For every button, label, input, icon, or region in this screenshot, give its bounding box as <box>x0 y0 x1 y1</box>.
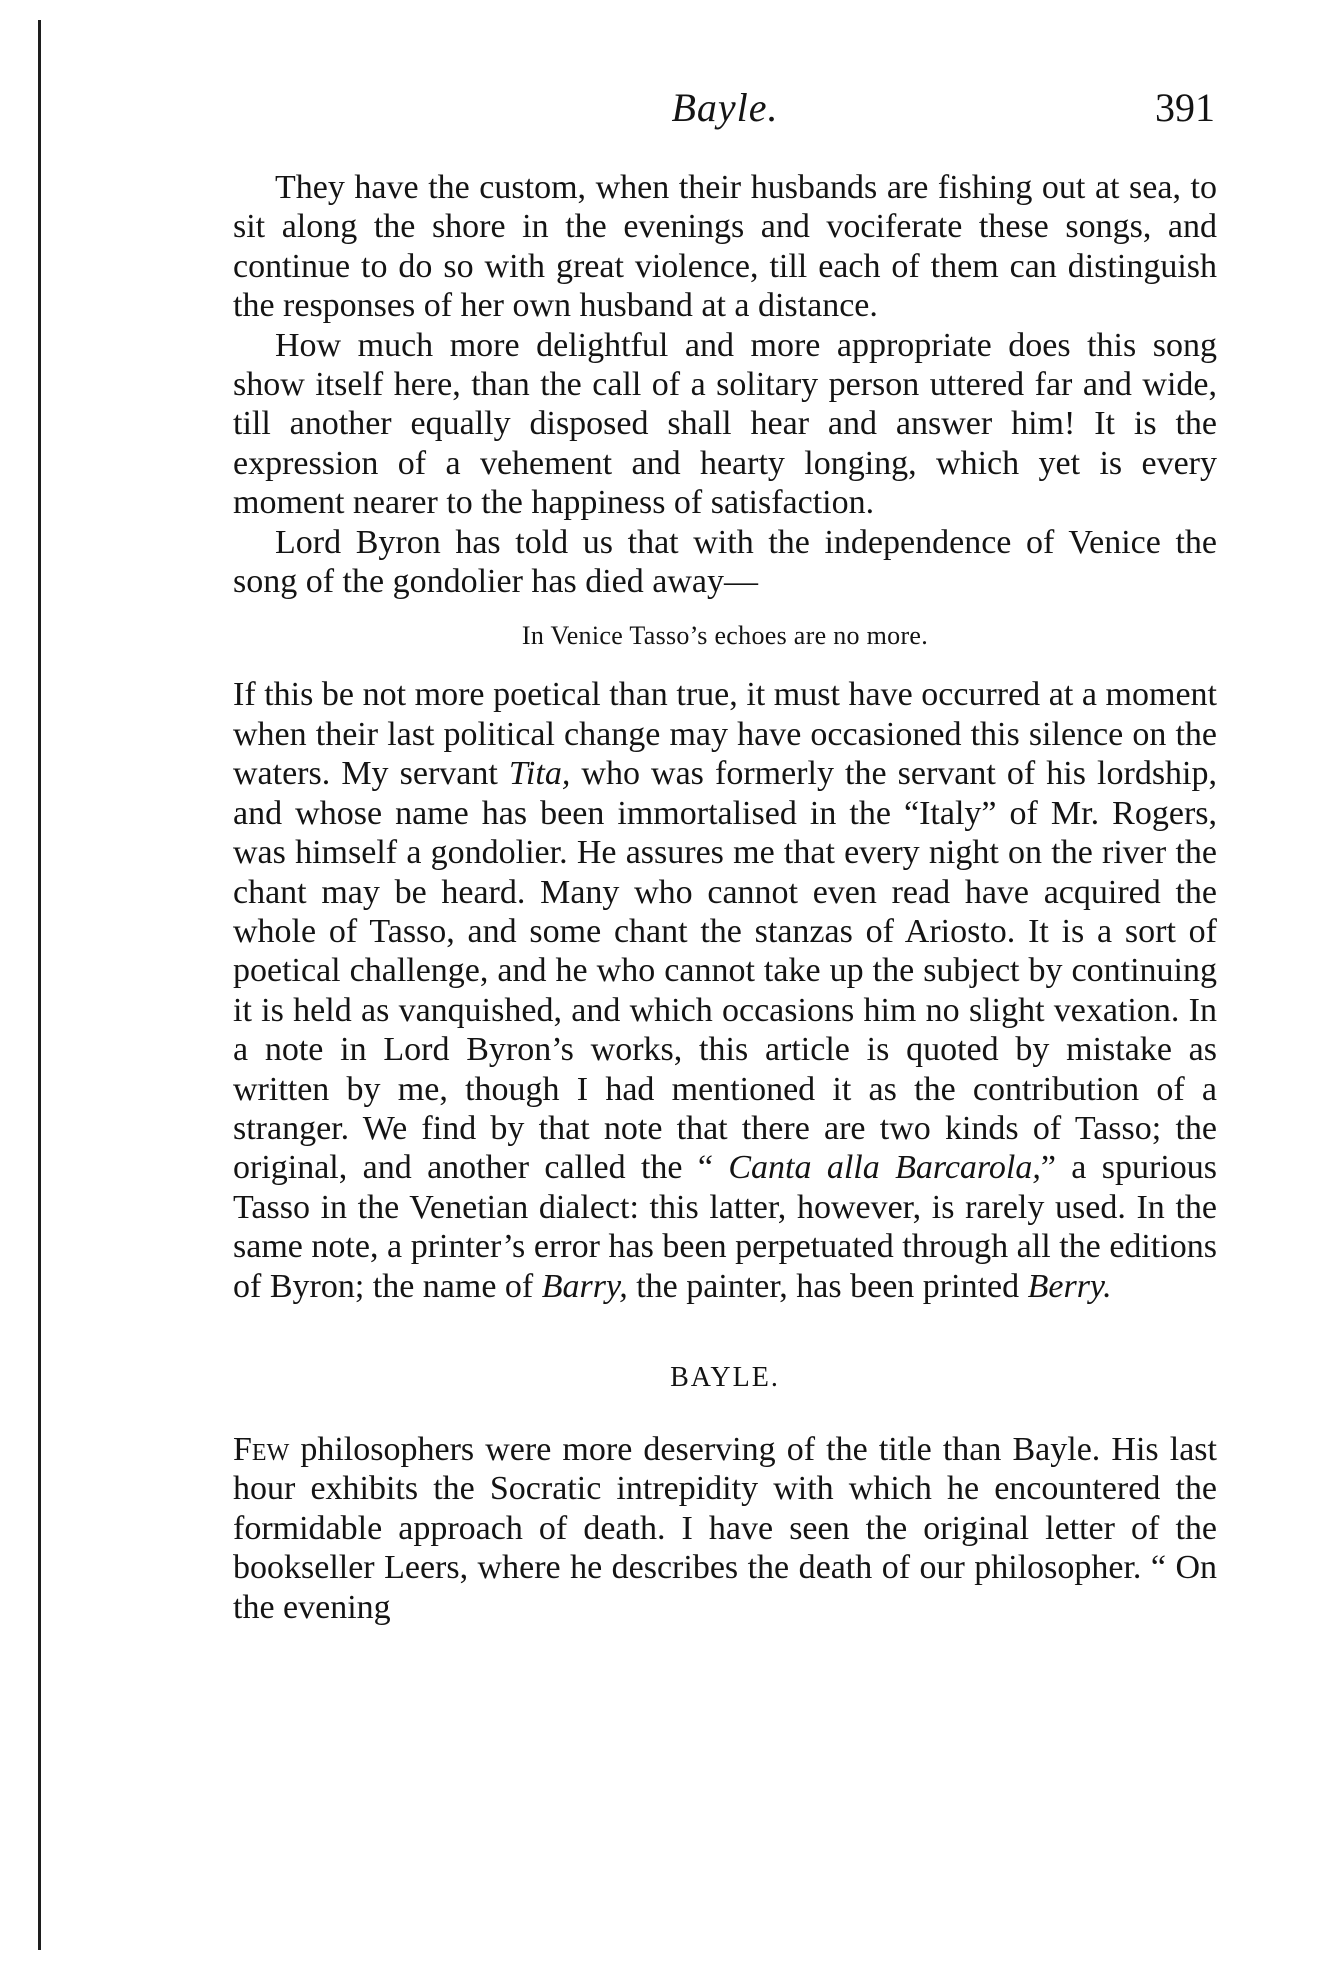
paragraph-song-appropriate: How much more delightful and more appropriate does this song show itself here, than the call of a solitary person uttered far and wide, till another equally disposed shall hear and answer him! It is the expression of a vehement and hearty longing, which yet is every moment nearer to the happiness of satisfaction. <box>233 326 1217 522</box>
section-title: BAYLE. <box>670 1361 780 1393</box>
italic-canta-alla-barcarola: Canta alla Barcarola, <box>728 1149 1041 1187</box>
paragraph-bayle-death <box>233 1430 1217 1627</box>
italic-tita: Tita, <box>508 755 571 793</box>
paragraph-tasso-chant-part-b: who was formerly the servant of his lordship, and whose name has been immortalised in the “Italy” of Mr. Rogers, was himself a gondolier. He assures me that every night on the river the chant may be heard. Many who cannot even read have acquired the whole of Tasso, and some chant the stanzas of Ariosto. It is a sort of poetical challenge, and he who cannot take up the subject by continuing it is held as vanquished, and which occasions him no slight vexation. In a note in Lord Byron’s works, this article is quoted by mistake as written by me, though I had mentioned it as the contribution of a stranger. We find by that note that there are two kinds of Tasso; the original, and another called the “ <box>233 755 1217 1187</box>
paragraph-tasso-chant-part-c: ” a spurious Tasso in the Venetian dialect: this latter, however, is rarely used. In the same note, a printer’s error has been perpetuated through all the editions of Byron; the name of <box>233 1149 1218 1305</box>
verse-quotation: In Venice Tasso’s echoes are no more. <box>521 621 929 651</box>
page-number: 391 <box>1155 85 1215 130</box>
paragraph-byron-gondolier: Lord Byron has told us that with the independence of Venice the song of the gondolier has died away— <box>233 523 1217 601</box>
page-header <box>235 84 1215 144</box>
italic-berry: Berry. <box>1027 1267 1112 1305</box>
binding-edge-rule <box>38 20 41 1950</box>
body-text <box>233 168 1217 1627</box>
small-caps-opening-word: Few <box>233 1430 290 1468</box>
paragraph-tasso-chant-part-d: the painter, has been printed <box>627 1267 1028 1305</box>
running-head: Bayle. <box>671 85 779 130</box>
paragraph-bayle-death-rest: philosophers were more deserving of the title than Bayle. His last hour exhibits the Socratic intrepidity with which he encountered the formidable approach of death. I have seen the original letter of the bookseller Leers, where he describes the death of our philosopher. “ On the evening <box>233 1430 1217 1626</box>
paragraph-tasso-chant-part-a: If this be not more poetical than true, it must have occurred at a moment when their last political change may have occasioned this silence on the waters. My servant <box>233 676 1217 793</box>
italic-barry: Barry, <box>541 1267 628 1305</box>
paragraph-tasso-chant <box>233 675 1217 1306</box>
paragraph-shore-songs: They have the custom, when their husbands are fishing out at sea, to sit along the shore in the evenings and vociferate these songs, and continue to do so with great violence, till each of them can distinguish the responses of her own husband at a distance. <box>233 169 1217 325</box>
